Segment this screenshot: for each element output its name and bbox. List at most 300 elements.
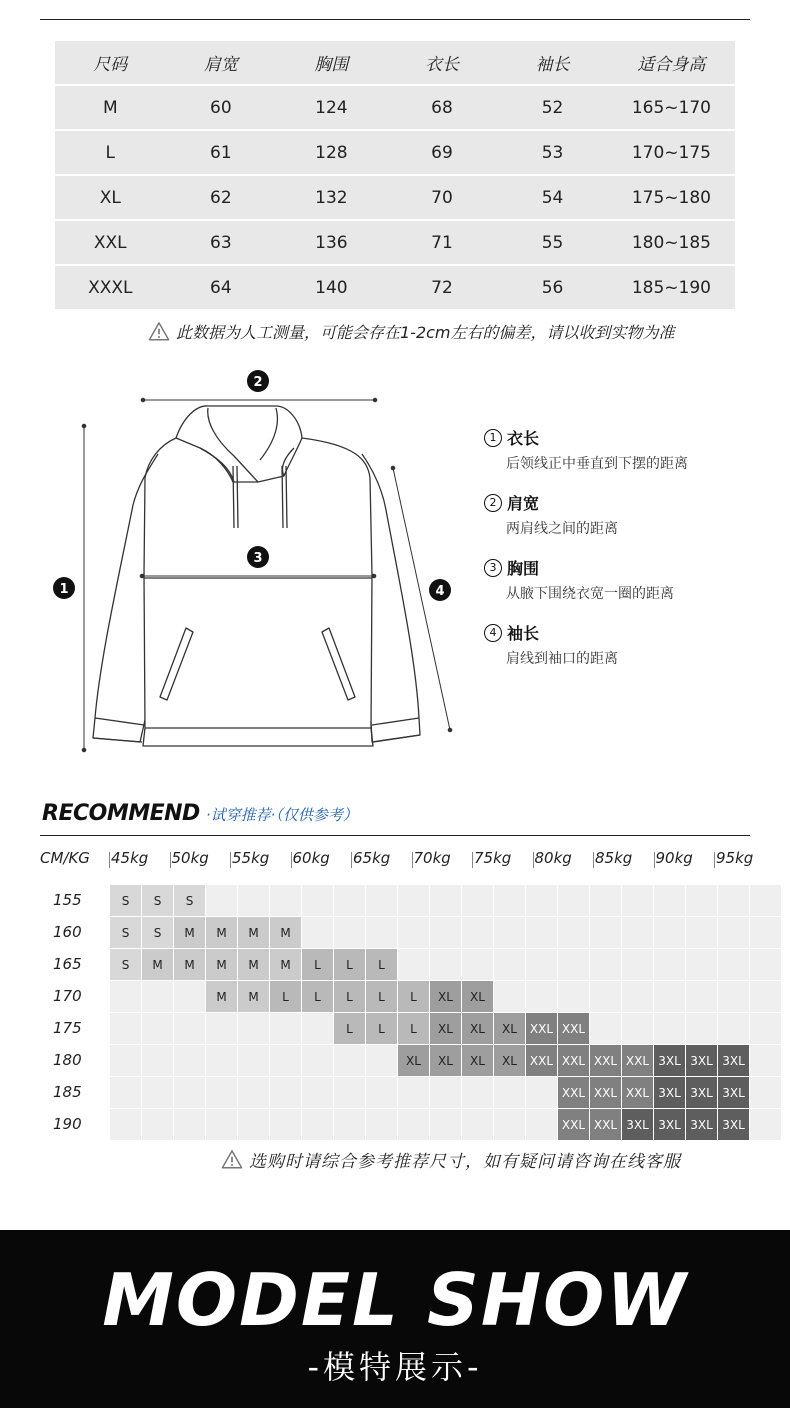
grid-cell (718, 885, 749, 916)
grid-cell (750, 1045, 781, 1076)
grid-cell (110, 981, 141, 1012)
grid-cell: 3XL (654, 1109, 685, 1140)
grid-row (110, 1109, 782, 1140)
grid-cell (142, 1013, 173, 1044)
grid-row (110, 981, 782, 1012)
grid-cell (718, 981, 749, 1012)
grid-cell (654, 885, 685, 916)
model-show-title: MODEL SHOW (102, 1258, 688, 1342)
weight-label: 50kg (171, 849, 209, 867)
grid-cell (398, 1077, 429, 1108)
grid-cell (622, 885, 653, 916)
weight-label: 85kg (595, 849, 633, 867)
marker-1: 1 (59, 582, 69, 597)
grid-cell (494, 1077, 525, 1108)
size-cell: 68 (431, 97, 453, 118)
grid-cell: L (334, 981, 365, 1012)
size-cell: M (102, 97, 118, 118)
height-label: 170 (53, 987, 82, 1005)
grid-cell (494, 949, 525, 980)
grid-cell (334, 1077, 365, 1108)
size-table-row (55, 221, 735, 264)
left-cuff (93, 718, 144, 742)
grid-cell: L (334, 1013, 365, 1044)
size-cell: 63 (210, 232, 232, 253)
grid-cell (430, 917, 461, 948)
grid-cell (430, 885, 461, 916)
grid-cell (174, 1077, 205, 1108)
grid-cell (238, 1013, 269, 1044)
grid-cell (366, 1109, 397, 1140)
grid-cell: XL (462, 1013, 493, 1044)
grid-cell: XL (462, 1045, 493, 1076)
legend-title (484, 556, 774, 579)
grid-cell (750, 1013, 781, 1044)
size-cell: XXL (93, 232, 127, 253)
grid-cell: M (174, 949, 205, 980)
legend-title (484, 426, 774, 449)
grid-cell (302, 1077, 333, 1108)
grid-cell (590, 917, 621, 948)
grid-cell (526, 981, 557, 1012)
grid-cell (430, 949, 461, 980)
warning-icon (148, 321, 170, 343)
size-table-row (55, 266, 735, 309)
grid-cell (462, 885, 493, 916)
model-show-subtitle: -模特展示- (307, 1348, 483, 1386)
size-cell: 180~185 (631, 232, 711, 253)
legend-number: 4 (484, 624, 502, 642)
recommend-note (221, 1147, 681, 1172)
legend-number: 1 (484, 429, 502, 447)
size-cell: 140 (315, 277, 348, 298)
model-show-banner (0, 1230, 790, 1408)
size-cell: 72 (431, 277, 453, 298)
left-pocket-slit (160, 628, 193, 700)
grid-cell (494, 885, 525, 916)
grid-cell: XXL (590, 1045, 621, 1076)
grid-cell: 3XL (718, 1045, 749, 1076)
grid-cell (750, 981, 781, 1012)
legend-item (484, 491, 774, 538)
grid-cell (622, 917, 653, 948)
grid-cell: 3XL (654, 1077, 685, 1108)
grid-cell (270, 885, 301, 916)
weight-separator (351, 852, 352, 868)
grid-cell (366, 1077, 397, 1108)
grid-cell: M (206, 917, 237, 948)
grid-cell (526, 1077, 557, 1108)
legend-description: 后领线正中垂直到下摆的距离 (506, 456, 688, 472)
grid-cell: S (110, 949, 141, 980)
grid-cell (654, 917, 685, 948)
size-cell: 尺码 (93, 55, 128, 75)
weight-label: 90kg (655, 849, 693, 867)
grid-cell (206, 1013, 237, 1044)
weight-label: 95kg (716, 849, 754, 867)
grid-cell (558, 981, 589, 1012)
grid-cell: XL (494, 1045, 525, 1076)
grid-cell: XXL (590, 1109, 621, 1140)
grid-cell: 3XL (686, 1077, 717, 1108)
grid-cell: XL (494, 1013, 525, 1044)
height-label: 175 (53, 1019, 82, 1037)
grid-cell: L (366, 949, 397, 980)
grid-cell: S (174, 885, 205, 916)
size-cell: 71 (431, 232, 453, 253)
grid-cell (526, 885, 557, 916)
grid-cell: XXL (622, 1045, 653, 1076)
size-cell: L (105, 142, 116, 163)
grid-cell (590, 1013, 621, 1044)
weight-label: 55kg (232, 849, 270, 867)
grid-cell (334, 1109, 365, 1140)
legend-item (484, 426, 774, 473)
right-pocket-slit (322, 628, 355, 700)
size-cell: 165~170 (631, 97, 711, 118)
grid-cell (302, 1013, 333, 1044)
size-cell: 55 (541, 232, 564, 253)
size-cell: 175~180 (631, 187, 711, 208)
grid-cell (110, 1045, 141, 1076)
grid-cell (398, 949, 429, 980)
grid-cell (206, 1077, 237, 1108)
grid-cell: 3XL (718, 1109, 749, 1140)
weight-separator (170, 852, 171, 868)
grid-cell (238, 1109, 269, 1140)
size-cell: 132 (315, 187, 348, 208)
grid-cell (334, 885, 365, 916)
grid-cell: M (142, 949, 173, 980)
legend-title-text: 袖长 (507, 624, 540, 643)
grid-cell (686, 885, 717, 916)
grid-cell (462, 1077, 493, 1108)
grid-cell (142, 1109, 173, 1140)
grid-cell (142, 981, 173, 1012)
grid-cell (430, 1109, 461, 1140)
measurement-note (148, 320, 675, 343)
size-cell: 54 (541, 187, 564, 208)
grid-cell (398, 1109, 429, 1140)
size-cell: 70 (431, 187, 453, 208)
grid-cell (494, 981, 525, 1012)
grid-cell (590, 949, 621, 980)
size-cell: 适合身高 (637, 55, 706, 75)
grid-cell: S (110, 917, 141, 948)
measurement-legend (484, 426, 774, 686)
legend-description: 肩线到袖口的距离 (506, 651, 618, 667)
size-cell: 衣长 (424, 55, 459, 75)
grid-cell (750, 1109, 781, 1140)
size-cell: 60 (210, 97, 232, 118)
height-label: 180 (53, 1051, 82, 1069)
grid-cell (686, 949, 717, 980)
grid-cell: M (270, 917, 301, 948)
weight-label: 65kg (353, 849, 391, 867)
grid-cell (206, 885, 237, 916)
grid-cell (302, 1109, 333, 1140)
size-table-row (55, 131, 735, 174)
weight-separator (714, 852, 715, 868)
size-cell: 52 (541, 97, 564, 118)
grid-cell: XXL (558, 1045, 589, 1076)
grid-cell: XXL (558, 1077, 589, 1108)
weight-separator (593, 852, 594, 868)
grid-cell: 3XL (654, 1045, 685, 1076)
grid-cell (590, 885, 621, 916)
recommend-divider (40, 835, 750, 836)
grid-cell (558, 949, 589, 980)
grid-cell: L (334, 949, 365, 980)
grid-cell: XXL (590, 1077, 621, 1108)
grid-cell (526, 917, 557, 948)
grid-cell (238, 1045, 269, 1076)
grid-cell (686, 1013, 717, 1044)
hood-outline (176, 406, 302, 482)
grid-cell (718, 917, 749, 948)
height-label: 155 (53, 891, 82, 909)
grid-cell: L (270, 981, 301, 1012)
recommend-title: RECOMMEND (42, 801, 200, 826)
grid-cell (270, 1109, 301, 1140)
left-drawstring (233, 466, 238, 528)
grid-cell (174, 1109, 205, 1140)
weight-separator (533, 852, 534, 868)
size-table-header (55, 41, 735, 84)
legend-item (484, 556, 774, 603)
recommend-subtitle: ·试穿推荐·（仅供参考） (205, 806, 358, 824)
grid-cell: XXL (526, 1013, 557, 1044)
size-cell: 64 (210, 277, 232, 298)
grid-cell (238, 885, 269, 916)
grid-cell: L (398, 1013, 429, 1044)
legend-title-text: 肩宽 (507, 494, 540, 513)
legend-title (484, 491, 774, 514)
grid-cell: XXL (526, 1045, 557, 1076)
size-cell: 胸围 (314, 55, 349, 75)
grid-cell: M (174, 917, 205, 948)
grid-cell (494, 917, 525, 948)
grid-cell (462, 949, 493, 980)
size-cell: XL (99, 187, 121, 208)
grid-cell (718, 1013, 749, 1044)
grid-cell (494, 1109, 525, 1140)
grid-row (110, 1077, 782, 1108)
grid-cell: 3XL (718, 1077, 749, 1108)
grid-cell: 3XL (686, 1045, 717, 1076)
grid-cell (142, 1077, 173, 1108)
size-cell: 肩宽 (203, 55, 238, 75)
grid-cell (366, 1045, 397, 1076)
size-cell: 56 (541, 277, 564, 298)
body-outline (143, 438, 373, 746)
grid-row (110, 1013, 782, 1044)
size-table-row (55, 176, 735, 219)
grid-cell: XL (398, 1045, 429, 1076)
grid-cell (750, 949, 781, 980)
size-cell: 69 (431, 142, 453, 163)
weight-label: 60kg (292, 849, 330, 867)
grid-cell (366, 885, 397, 916)
grid-cell (174, 1045, 205, 1076)
grid-cell (398, 885, 429, 916)
size-cell: 170~175 (631, 142, 711, 163)
grid-cell (558, 917, 589, 948)
grid-cell: XXL (622, 1077, 653, 1108)
grid-cell (398, 917, 429, 948)
size-cell: 62 (210, 187, 232, 208)
size-cell: 128 (315, 142, 348, 163)
grid-cell (174, 981, 205, 1012)
legend-item (484, 621, 774, 668)
grid-cell (654, 949, 685, 980)
grid-cell (206, 1109, 237, 1140)
grid-cell (462, 917, 493, 948)
grid-cell (366, 917, 397, 948)
legend-title-text: 衣长 (507, 429, 540, 448)
weight-header (40, 849, 752, 871)
grid-cell (334, 1045, 365, 1076)
grid-cell (174, 1013, 205, 1044)
weight-separator (412, 852, 413, 868)
grid-cell: M (238, 981, 269, 1012)
weight-label: 80kg (534, 849, 572, 867)
height-label: 185 (53, 1083, 82, 1101)
legend-title (484, 621, 774, 644)
grid-cell: 3XL (622, 1109, 653, 1140)
grid-cell: L (366, 981, 397, 1012)
size-cell: XXXL (88, 277, 133, 298)
grid-cell (302, 885, 333, 916)
grid-cell (110, 1013, 141, 1044)
height-label: 160 (53, 923, 82, 941)
right-cuff (372, 718, 420, 742)
grid-cell (686, 917, 717, 948)
grid-cell (270, 1077, 301, 1108)
grid-cell (270, 1013, 301, 1044)
grid-cell: L (302, 949, 333, 980)
grid-cell: S (110, 885, 141, 916)
marker-2: 2 (253, 375, 263, 390)
legend-description: 从腋下围绕衣宽一圈的距离 (506, 586, 674, 602)
size-cell: 袖长 (535, 55, 570, 75)
grid-cell (750, 917, 781, 948)
weight-separator (230, 852, 231, 868)
height-label: 190 (53, 1115, 82, 1133)
weight-label: 45kg (111, 849, 149, 867)
size-table (55, 41, 735, 311)
grid-cell: 3XL (686, 1109, 717, 1140)
marker-3: 3 (253, 551, 263, 566)
left-sleeve (93, 454, 158, 742)
grid-cell (718, 949, 749, 980)
grid-cell: L (366, 1013, 397, 1044)
grid-row (110, 917, 782, 948)
marker-4: 4 (435, 584, 445, 599)
size-cell: 53 (541, 142, 564, 163)
legend-title-text: 胸围 (507, 559, 540, 578)
grid-cell: M (238, 949, 269, 980)
grid-cell (622, 981, 653, 1012)
grid-cell (238, 1077, 269, 1108)
grid-cell (302, 1045, 333, 1076)
weight-separator (109, 852, 110, 868)
measurement-note-text: 此数据为人工测量，可能会存在1-2cm左右的偏差，请以收到实物为准 (176, 323, 675, 342)
weight-label: 75kg (474, 849, 512, 867)
grid-cell: XL (462, 981, 493, 1012)
grid-cell (750, 1077, 781, 1108)
legend-number: 2 (484, 494, 502, 512)
top-divider (40, 19, 750, 20)
grid-cell (334, 917, 365, 948)
grid-cell: XXL (558, 1109, 589, 1140)
height-label: 165 (53, 955, 82, 973)
grid-cell: M (206, 949, 237, 980)
grid-cell (526, 949, 557, 980)
grid-cell (622, 949, 653, 980)
grid-row (110, 1045, 782, 1076)
weight-label: 70kg (413, 849, 451, 867)
grid-cell (622, 1013, 653, 1044)
grid-cell (654, 1013, 685, 1044)
hood-inner (208, 408, 278, 482)
grid-cell (110, 1109, 141, 1140)
size-cell: 124 (315, 97, 348, 118)
recommend-note-text: 选购时请综合参考推荐尺寸，如有疑问请咨询在线客服 (249, 1152, 681, 1172)
grid-cell: L (398, 981, 429, 1012)
grid-cell (590, 981, 621, 1012)
grid-cell (526, 1109, 557, 1140)
legend-description: 两肩线之间的距离 (506, 521, 618, 537)
grid-cell (430, 1077, 461, 1108)
grid-cell (686, 981, 717, 1012)
grid-row (110, 949, 782, 980)
grid-cell (462, 1109, 493, 1140)
grid-cell: L (302, 981, 333, 1012)
warning-icon (221, 1149, 243, 1171)
weight-separator (472, 852, 473, 868)
weight-separator (654, 852, 655, 868)
legend-number: 3 (484, 559, 502, 577)
grid-cell: M (206, 981, 237, 1012)
grid-cell: S (142, 917, 173, 948)
size-cell: 136 (315, 232, 348, 253)
grid-cell (302, 917, 333, 948)
grid-cell (558, 885, 589, 916)
grid-cell: M (238, 917, 269, 948)
grid-cell: XL (430, 981, 461, 1012)
grid-cell (270, 1045, 301, 1076)
grid-cell (110, 1077, 141, 1108)
size-cell: 61 (210, 142, 232, 163)
grid-cell (654, 981, 685, 1012)
grid-cell: XL (430, 1013, 461, 1044)
size-cell: 185~190 (631, 277, 711, 298)
grid-cell: XXL (558, 1013, 589, 1044)
grid-cell: XL (430, 1045, 461, 1076)
size-table-row (55, 86, 735, 129)
unit-label: CM/KG (40, 849, 90, 867)
hoodie-measurement-diagram (48, 360, 468, 770)
grid-cell (206, 1045, 237, 1076)
grid-cell: S (142, 885, 173, 916)
weight-separator (291, 852, 292, 868)
grid-cell (750, 885, 781, 916)
grid-row (110, 885, 782, 916)
grid-cell: M (270, 949, 301, 980)
grid-cell (142, 1045, 173, 1076)
recommend-header (42, 801, 358, 826)
